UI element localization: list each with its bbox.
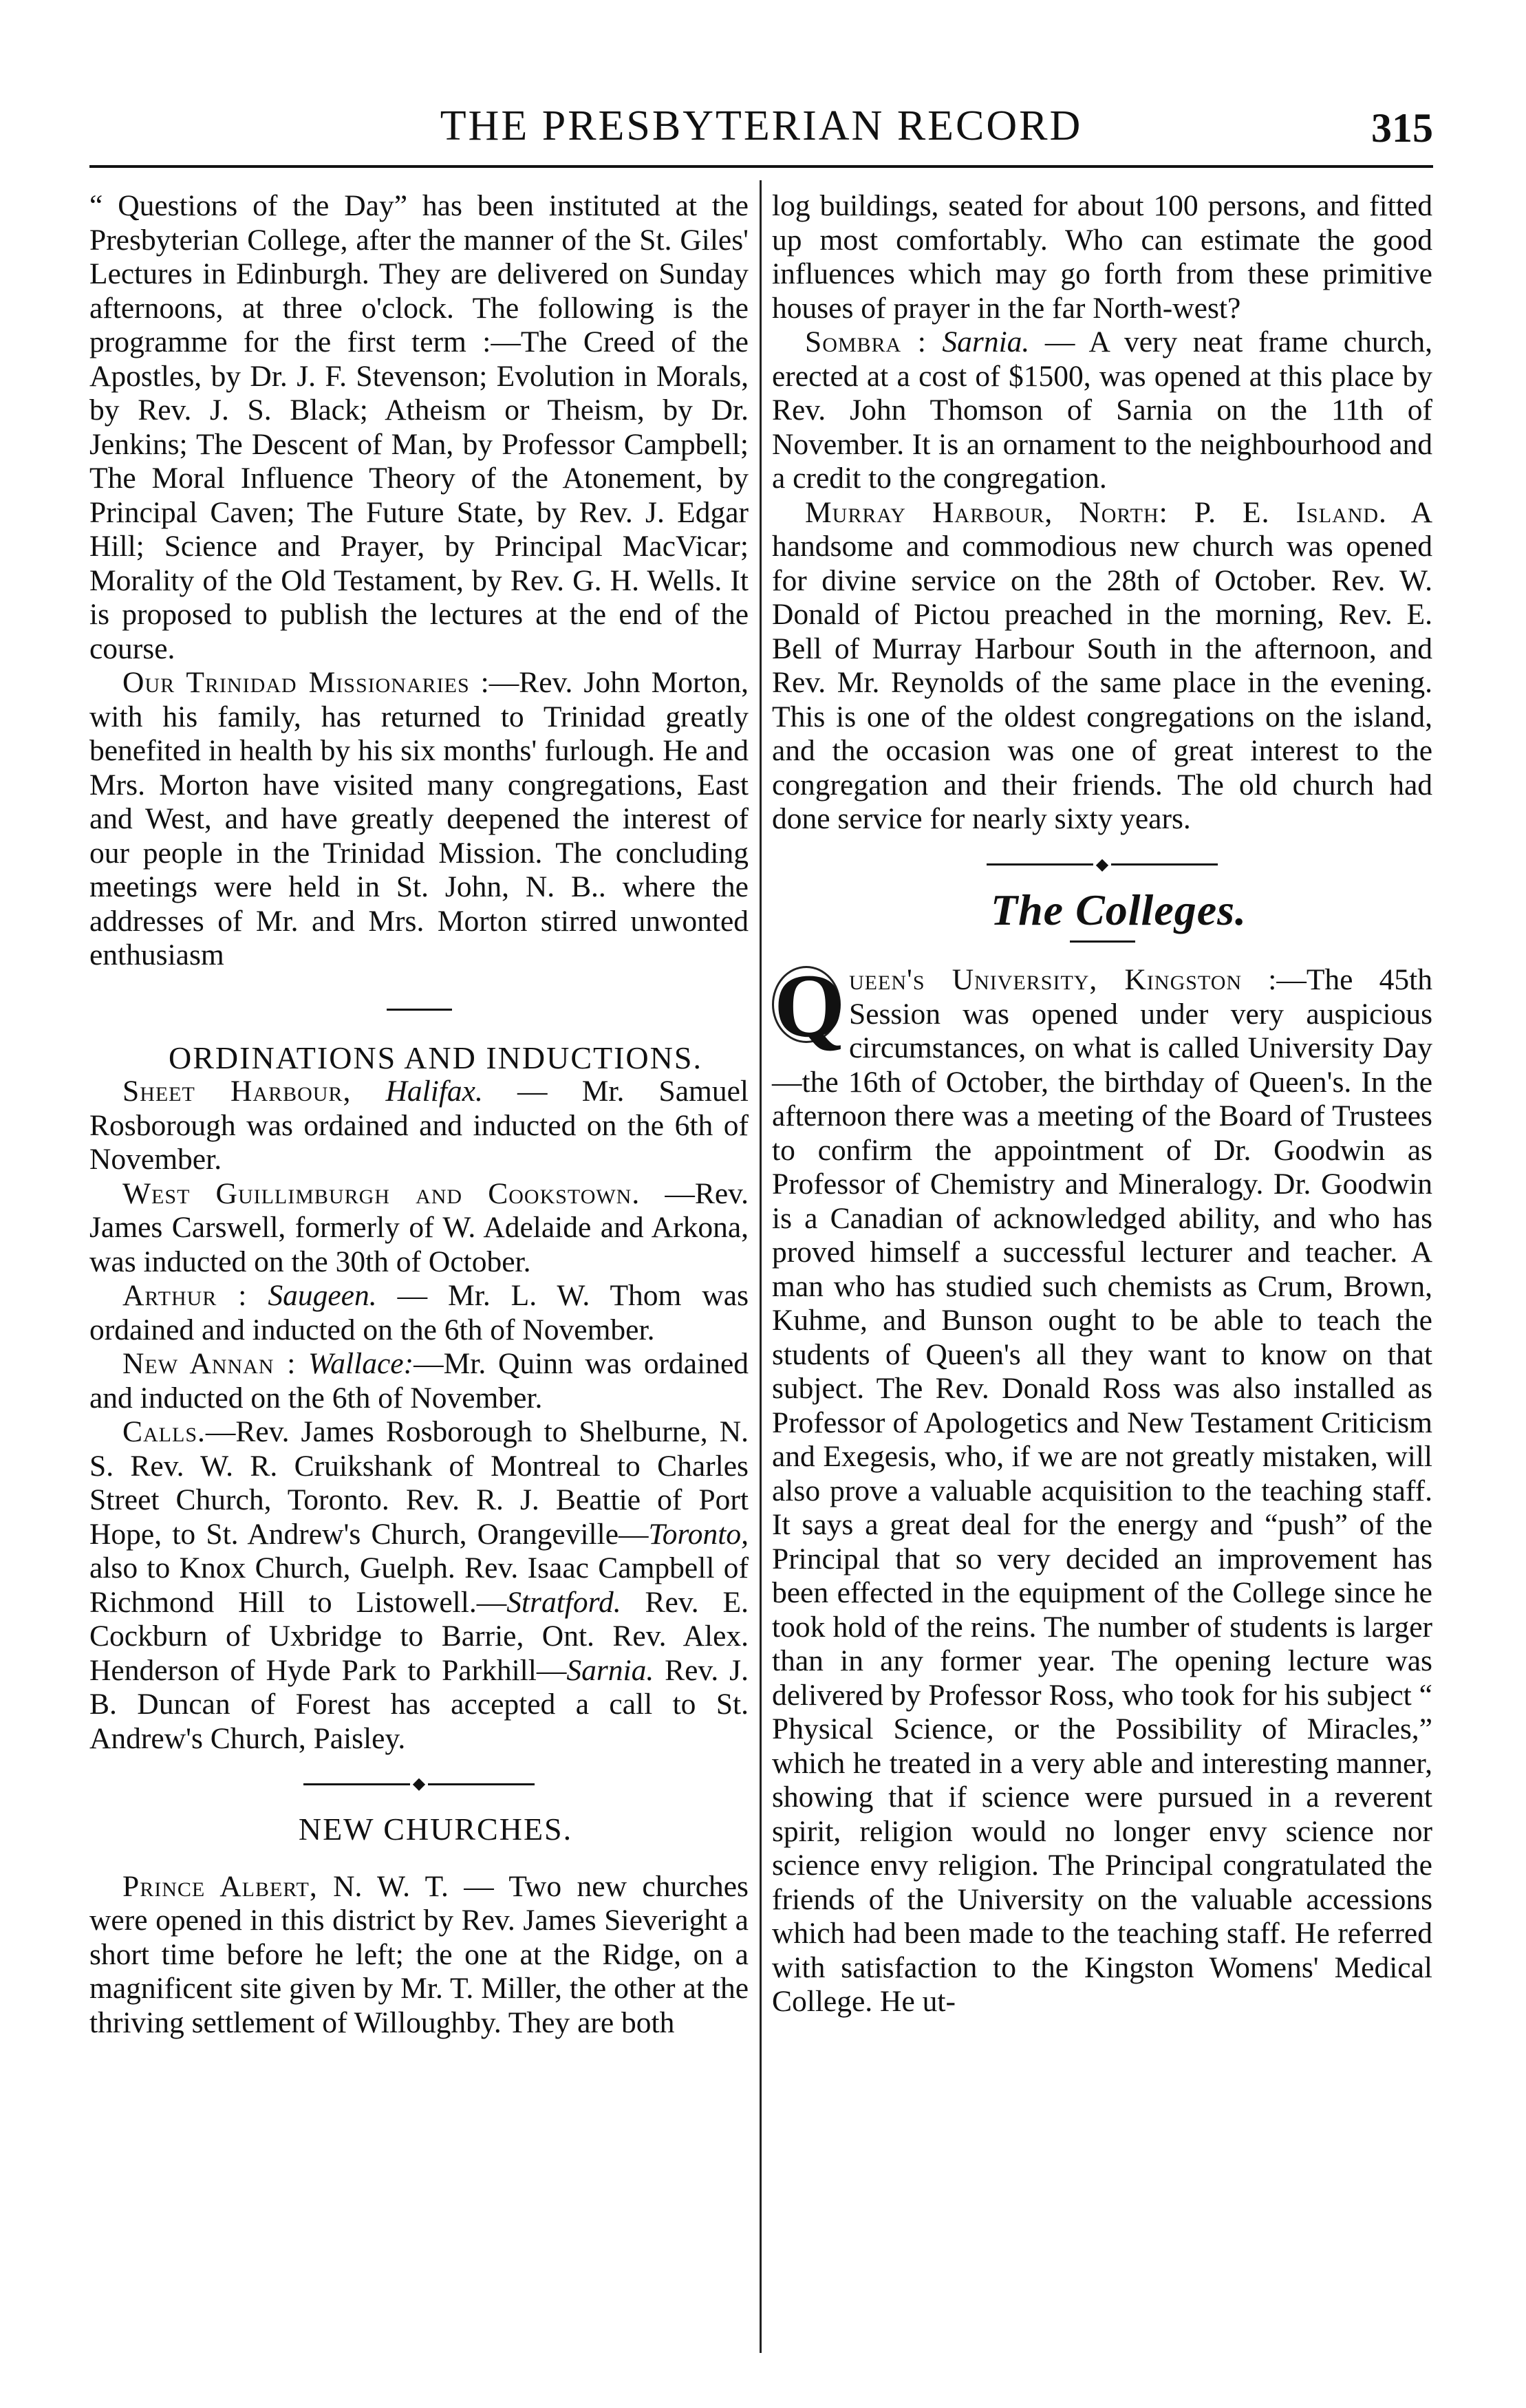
queens-university-paragraph: Q ueen's University, Kingston :—The 45th Session was opened under very auspicious circumstances, on what is called University Day—the 16th of October, the birthday of Queen's. In the afternoon there was a meeting of the Board of Trustees to confirm the appointment of Dr. Goodwin as Professor of Chemistry and Mineralogy. Dr. Goodwin is a Canadian of acknowledged ability, and who has proved himself a successful lecturer and teacher. A man who has studied such chemists as Crum, Brown, Kuhme, and Bunson ought to be able to teach the students of Queen's all they want to know on that subject. The Rev. Donald Ross was also installed as Professor of Apologetics and New Testament Criticism and Exegesis, who, if we are not greatly mistaken, will also prove a valuable acquisition to the teaching staff. It says a great deal for the energy and “push” of the Principal that so very decided an improvement has been effected in the equipment of the College since he took hold of the reins. The number of students is larger than in any former year. The opening lecture was delivered by Professor Ross, who took for his subject “ Physical Science, or the Possibility of Miracles,” which he treated in a very able and interesting manner, showing that if science were pursued in a reverent spirit, religion would no longer envy science nor science envy religion. The Principal congratulated the friends of the University on the valuable accessions which had been made to the teaching staff. He referred with satisfaction to the Kingston Womens' Medical College. He ut- bbox=[772, 955, 1432, 2018]
ordination-item: Arthur : Saugeen. — Mr. L. W. Thom was ordained and inducted on the 6th of November. bbox=[89, 1279, 749, 1346]
sombra-paragraph: Sombra : Sarnia. — A very neat frame church, erected at a cost of $1500, was opened at this place by Rev. John Thomson of Sarnia on the 11th of November. It is an ornament to the neighbourhood and a credit to the congregation. bbox=[772, 325, 1432, 495]
murray-harbour-paragraph: Murray Harbour, North: P. E. Island. A handsome and commodious new church was opened for divine service on the 28th of October. Rev. W. Donald of Pictou preached in the morning, Rev. E. Bell of Murray Harbour South in the afternoon, and Rev. Mr. Reynolds of the same place in the evening. This is one of the oldest congregations on the island, and the occasion was one of great interest to the congregation and their friends. The old church had done service for nearly sixty years. bbox=[772, 495, 1432, 835]
trinidad-lead: Our Trinidad Missionaries bbox=[122, 666, 470, 699]
colleges-heading: The Colleges. bbox=[990, 885, 1247, 934]
page-number: 315 bbox=[1371, 105, 1433, 151]
header-rule bbox=[89, 165, 1433, 168]
section-rule bbox=[1070, 940, 1135, 943]
new-churches-heading: NEW CHURCHES. bbox=[298, 1812, 573, 1847]
log-buildings-paragraph: log buildings, seated for about 100 persons, and fitted up most comfortably. Who can estimate the good influences which may go forth from these primitive houses of prayer in the far North-west? bbox=[772, 189, 1432, 325]
section-rule bbox=[387, 1009, 452, 1011]
column-divider bbox=[760, 180, 762, 2353]
ordination-item: New Annan : Wallace:—Mr. Quinn was ordained and inducted on the 6th of November. bbox=[89, 1347, 749, 1415]
page-header bbox=[89, 89, 1433, 165]
ordinations-heading: ORDINATIONS AND INDUCTIONS. bbox=[169, 1040, 702, 1075]
questions-of-the-day-paragraph: “ Questions of the Day” has been instituted at the Presbyterian College, after the manner of the St. Giles' Lectures in Edinburgh. They are delivered on Sunday afternoons, at three o'clock. The following is the programme for the first term :—The Creed of the Apostles, by Dr. J. F. Stevenson; Evolution in Morals, by Rev. J. S. Black; Atheism or Theism, by Dr. Jenkins; The Descent of Man, by Professor Campbell; The Moral Influence Theory of the Atonement, by Principal Caven; The Future State, by Rev. J. Edgar Hill; Science and Prayer, by Principal MacVicar; Morality of the Old Testament, by Rev. G. H. Wells. It is proposed to publish the lectures at the end of the course. bbox=[89, 189, 749, 665]
trinidad-missionaries-paragraph bbox=[89, 666, 749, 973]
trinidad-text: :—Rev. John Morton, with his family, has returned to Trinidad greatly benefited in health by his six months' furlough. He and Mrs. Morton have visited many congregations, East and West, and have greatly deepened the interest of our people in the Trinidad Mission. The concluding meetings were held in St. John, N. B.. where the addresses of Mr. and Mrs. Morton stirred unwonted enthusiasm bbox=[89, 666, 749, 971]
drop-cap: Q bbox=[772, 966, 841, 1043]
calls-paragraph: Calls.—Rev. James Rosborough to Shelburne, N. S. Rev. W. R. Cruikshank of Montreal to Charles Street Church, Toronto. Rev. R. J. Beattie of Port Hope, to St. Andrew's Church, Orangeville—Toronto, also to Knox Church, Guelph. Rev. Isaac Campbell of Richmond Hill to Listowell.—Stratford. Rev. E. Cockburn of Uxbridge to Barrie, Ont. Rev. Alex. Henderson of Hyde Park to Parkhill—Sarnia. Rev. J. B. Duncan of Forest has accepted a call to St. Andrew's Church, Paisley. bbox=[89, 1415, 749, 1755]
ordination-item: Sheet Harbour, Halifax. — Mr. Samuel Rosborough was ordained and inducted on the 6th of November. bbox=[89, 1075, 749, 1176]
ornament-divider: ◆ bbox=[772, 854, 1432, 875]
left-column bbox=[89, 189, 749, 2040]
journal-title: THE PRESBYTERIAN RECORD bbox=[440, 103, 1083, 149]
right-column bbox=[772, 189, 1432, 2019]
prince-albert-paragraph: Prince Albert, N. W. T. — Two new churches were opened in this district by Rev. James Sieveright a short time before he left; the one at the Ridge, on a magnificent site given by Mr. T. Miller, the other at the thriving settlement of Willoughby. They are both bbox=[89, 1869, 749, 2039]
ordination-item: West Guillimburgh and Cookstown. —Rev. James Carswell, formerly of W. Adelaide and Arkona, was inducted on the 30th of October. bbox=[89, 1176, 749, 1278]
ornament-divider: ◆ bbox=[89, 1774, 749, 1794]
